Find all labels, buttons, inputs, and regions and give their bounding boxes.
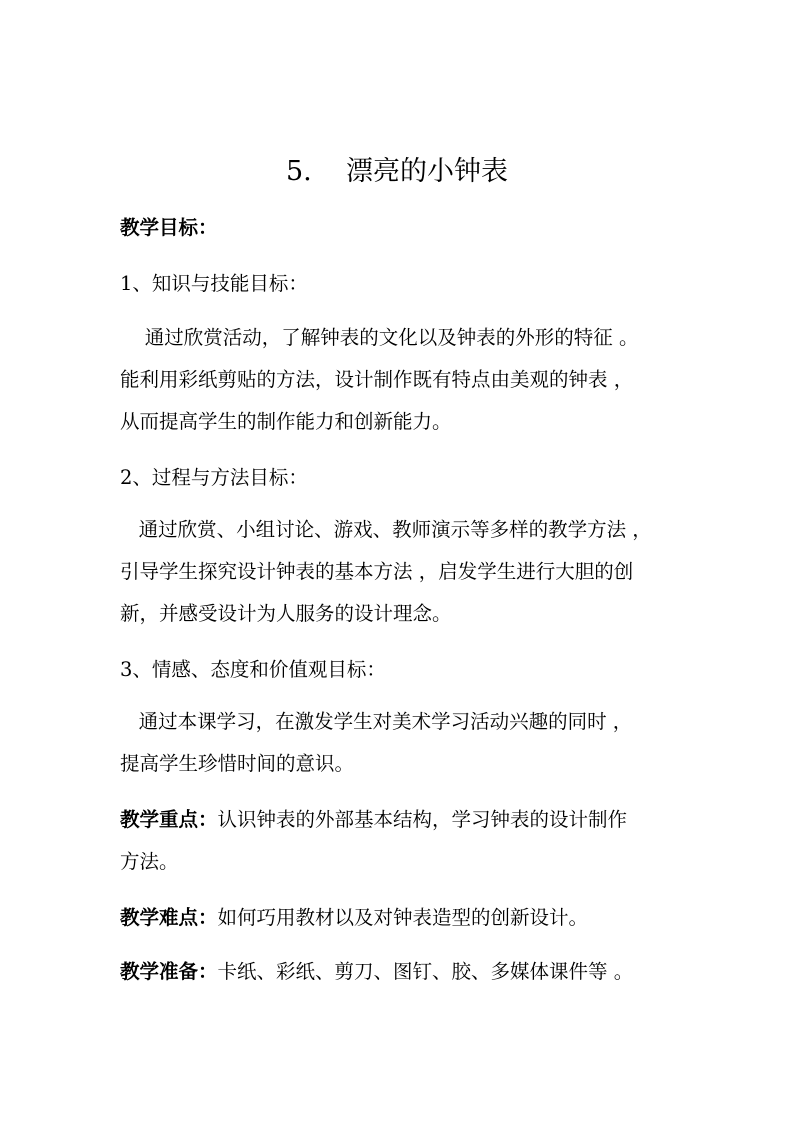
- section-2-line-3: 新，并感受设计为人服务的设计理念。: [120, 602, 452, 625]
- section-1-line-2: 能利用彩纸剪贴的方法，设计制作既有特点由美观的钟表 ，: [120, 368, 634, 391]
- page-title: 5. 漂亮的小钟表: [285, 156, 509, 187]
- section-1-heading: 1、知识与技能目标：: [120, 272, 308, 295]
- key-points-label: 教学重点：: [120, 808, 218, 831]
- section-2-line-1: 通过欣赏、小组讨论、游戏、教师演示等多样的教学方法 ，: [120, 518, 652, 541]
- preparation-label: 教学准备：: [120, 960, 218, 983]
- key-points-line-1: [120, 806, 680, 834]
- difficult-points-line: [120, 904, 680, 932]
- section-1-line-3: 从而提高学生的制作能力和创新能力。: [120, 410, 452, 433]
- section-1-line-1: 通过欣赏活动，了解钟表的文化以及钟表的外形的特征 。: [120, 326, 639, 349]
- difficult-points-text: 如何巧用教材以及对钟表造型的创新设计。: [217, 906, 589, 929]
- preparation-text: 卡纸、彩纸、剪刀、图钉、胶、多媒体课件等 。: [217, 960, 634, 983]
- section-2-heading: 2、过程与方法目标：: [120, 466, 308, 489]
- key-points-line-2: 方法。: [120, 850, 179, 873]
- objectives-heading: 教学目标：: [120, 216, 218, 239]
- section-3-heading: 3、情感、态度和价值观目标：: [120, 658, 386, 681]
- section-3-line-2: 提高学生珍惜时间的意识。: [120, 752, 355, 775]
- preparation-line: [120, 958, 680, 986]
- section-3-line-1: 通过本课学习，在激发学生对美术学习活动兴趣的同时 ，: [120, 710, 633, 733]
- key-points-text: 认识钟表的外部基本结构，学习钟表的设计制作: [217, 808, 628, 831]
- difficult-points-label: 教学难点：: [120, 906, 218, 929]
- section-2-line-2: 引导学生探究设计钟表的基本方法 ，启发学生进行大胆的创: [120, 560, 634, 583]
